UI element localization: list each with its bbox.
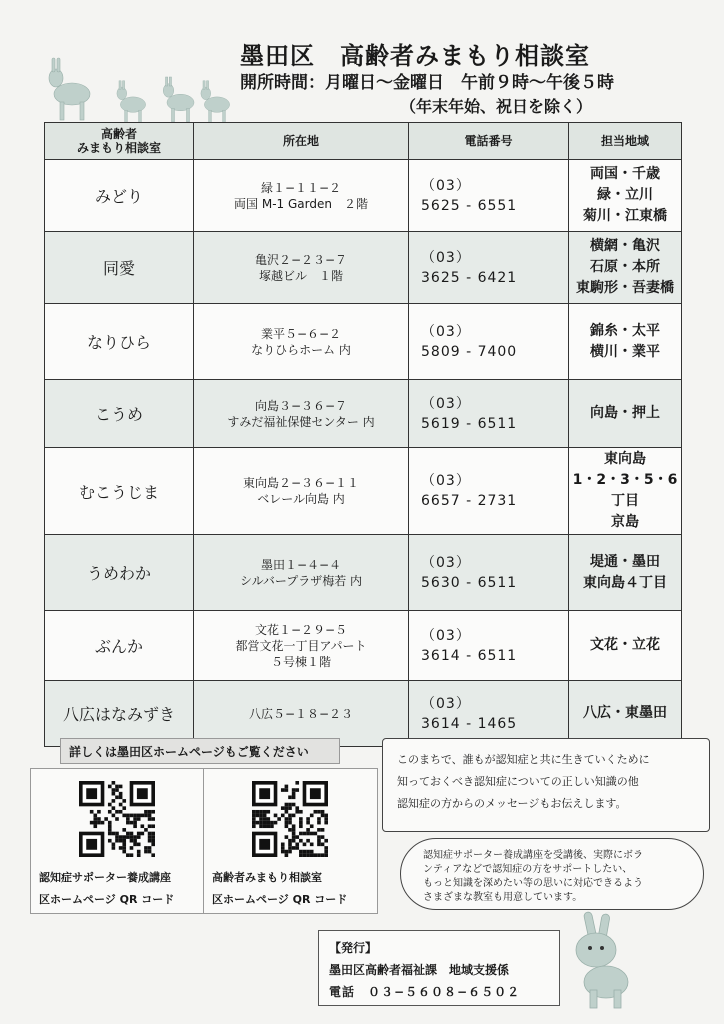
qr-caption: 区ホームページ QR コード — [39, 893, 175, 906]
center-phone: （03） 3614 - 1465 — [409, 681, 569, 747]
center-area: 両国・千歳 緑・立川 菊川・江東橋 — [569, 160, 682, 232]
qr-section — [30, 768, 378, 914]
message-line: このまちで、誰もが認知症と共に生きていくために — [397, 753, 650, 766]
table-row — [45, 448, 682, 535]
qr-cell-mimamori — [204, 769, 376, 913]
bubble-line: ンティアなどで認知症の方をサポートしたい、 — [423, 864, 633, 875]
qr-caption: 認知症サポーター養成講座 — [39, 871, 171, 884]
center-name: なりひら — [45, 304, 194, 380]
opening-hours: 開所時間：月曜日～金曜日 午前９時～午後５時 — [240, 73, 614, 93]
center-address: 亀沢２−２３−７ 塚越ビル １階 — [194, 232, 409, 304]
center-name: みどり — [45, 160, 194, 232]
header-center: 高齢者 みまもり相談室 — [45, 123, 194, 160]
center-name: 八広はなみずき — [45, 681, 194, 747]
center-name: うめわか — [45, 535, 194, 611]
center-phone: （03） 3625 - 6421 — [409, 232, 569, 304]
qr-code-icon[interactable] — [79, 781, 155, 857]
donkey-mascot-icon — [560, 910, 640, 1010]
message-line: 知っておくべき認知症についての正しい知識の他 — [397, 775, 639, 788]
center-area: 八広・東墨田 — [569, 681, 682, 747]
table-row — [45, 681, 682, 747]
page-title: 墨田区 高齢者みまもり相談室 — [240, 42, 590, 70]
header-address: 所在地 — [194, 123, 409, 160]
publisher-box — [318, 930, 560, 1006]
table-row — [45, 535, 682, 611]
table-header-row — [45, 123, 682, 160]
center-address: 緑１−１１−２ 両国 M-1 Garden ２階 — [194, 160, 409, 232]
center-address: 八広５−１８−２３ — [194, 681, 409, 747]
center-phone: （03） 5625 - 6551 — [409, 160, 569, 232]
center-address: 文花１−２９−５ 都営文花一丁目アパート ５号棟１階 — [194, 611, 409, 681]
bubble-line: もっと知識を深めたい等の思いに対応できるよう — [423, 878, 643, 889]
center-area: 向島・押上 — [569, 380, 682, 448]
center-address: 業平５−６−２ なりひらホーム 内 — [194, 304, 409, 380]
center-phone: （03） 6657 - 2731 — [409, 448, 569, 535]
center-area: 錦糸・太平 横川・業平 — [569, 304, 682, 380]
qr-code-icon[interactable] — [252, 781, 328, 857]
publisher-dept: 墨田区高齢者福祉課 地域支援係 — [329, 963, 510, 977]
table-row — [45, 304, 682, 380]
bubble-line: 認知症サポーター養成講座を受講後、実際にボラ — [423, 850, 643, 861]
center-name: 同愛 — [45, 232, 194, 304]
table-row — [45, 380, 682, 448]
center-phone: （03） 3614 - 6511 — [409, 611, 569, 681]
center-address: 向島３−３６−７ すみだ福祉保健センター 内 — [194, 380, 409, 448]
center-area: 堤通・墨田 東向島４丁目 — [569, 535, 682, 611]
table-row — [45, 160, 682, 232]
center-phone: （03） 5619 - 6511 — [409, 380, 569, 448]
center-area: 横網・亀沢 石原・本所 東駒形・吾妻橋 — [569, 232, 682, 304]
donkey-mascots-icon — [40, 56, 240, 126]
centers-table — [44, 122, 682, 747]
bubble-line: さまざまな教室も用意しています。 — [423, 892, 583, 903]
table-row — [45, 232, 682, 304]
qr-caption: 高齢者みまもり相談室 — [212, 871, 322, 884]
homepage-note: 詳しくは墨田区ホームページもご覧ください — [60, 738, 340, 764]
header-phone: 電話番号 — [409, 123, 569, 160]
center-area: 東向島 1・2・3・5・6丁目 京島 — [569, 448, 682, 535]
center-address: 東向島２−３６−１１ ベレール向島 内 — [194, 448, 409, 535]
scroll-message — [382, 738, 710, 832]
center-name: こうめ — [45, 380, 194, 448]
qr-cell-supporter — [31, 769, 204, 913]
center-phone: （03） 5630 - 6511 — [409, 535, 569, 611]
header-area: 担当地域 — [569, 123, 682, 160]
table-row — [45, 611, 682, 681]
center-name: ぶんか — [45, 611, 194, 681]
message-line: 認知症の方からのメッセージもお伝えします。 — [397, 797, 627, 810]
center-phone: （03） 5809 - 7400 — [409, 304, 569, 380]
publisher-phone: 電話 ０３−５６０８−６５０２ — [329, 985, 521, 999]
center-address: 墨田１−４−４ シルバープラザ梅若 内 — [194, 535, 409, 611]
qr-caption: 区ホームページ QR コード — [212, 893, 348, 906]
holiday-note: （年末年始、祝日を除く） — [400, 97, 593, 116]
center-area: 文花・立花 — [569, 611, 682, 681]
publisher-label: 【発行】 — [329, 941, 378, 955]
speech-bubble — [400, 838, 704, 910]
center-name: むこうじま — [45, 448, 194, 535]
